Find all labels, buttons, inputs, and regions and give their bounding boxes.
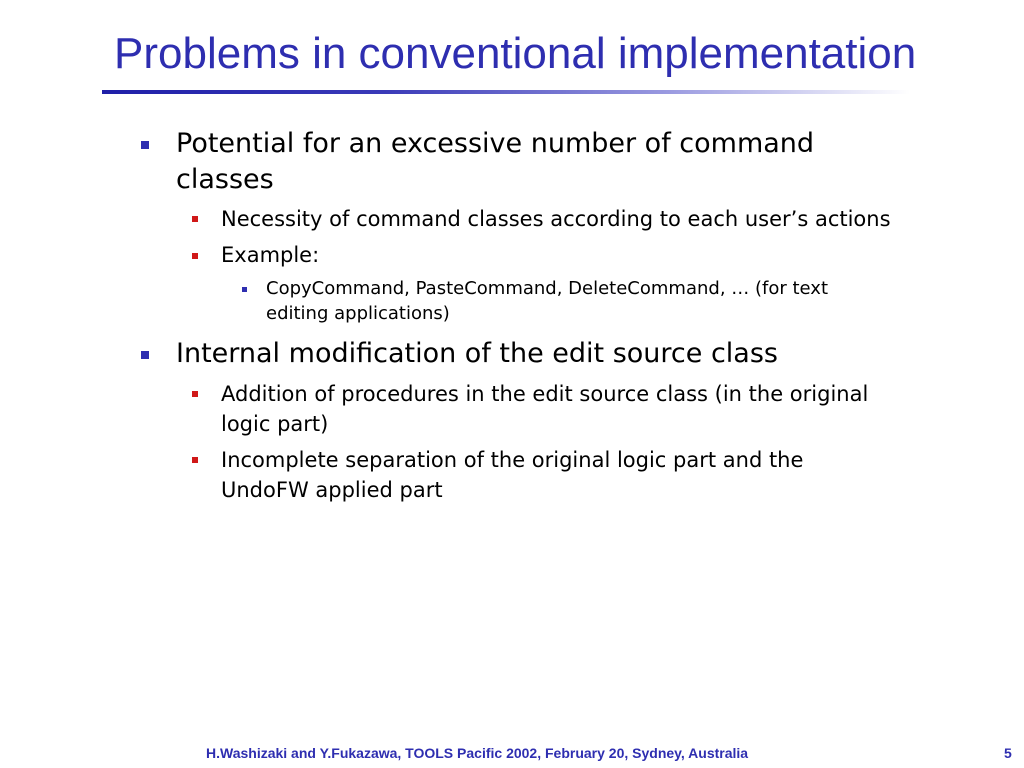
page-number: 5 [1004,745,1012,761]
square-bullet-icon [242,287,247,292]
sub-bullet-text: Addition of procedures in the edit source class (in the original [221,382,869,406]
square-bullet-icon [192,253,198,259]
sub-bullet-text: Example: [221,243,320,267]
square-bullet-icon [192,216,198,222]
sub-bullet-text: Necessity of command classes according to each user’s actions [221,207,891,231]
sub-bullet-text-continued: UndoFW applied part [221,478,443,502]
bullet-text: Potential for an excessive number of command [176,128,815,159]
square-bullet-icon [192,391,198,397]
square-bullet-icon [141,141,149,149]
square-bullet-icon [141,351,149,359]
slide-title: Problems in conventional implementation [114,29,917,78]
bullet-text: Internal modification of the edit source class [176,338,778,369]
sub-bullet-text: Incomplete separation of the original logic part and the [221,448,804,472]
bullet-text-continued: classes [176,164,274,195]
slide-footer: H.Washizaki and Y.Fukazawa, TOOLS Pacific 2002, February 20, Sydney, Australia [206,745,749,761]
sub-sub-bullet-text-continued: editing applications) [266,303,450,324]
square-bullet-icon [192,457,198,463]
sub-sub-bullet-text: CopyCommand, PasteCommand, DeleteCommand, … (for text [266,278,828,299]
sub-bullet-text-continued: logic part) [221,412,329,436]
